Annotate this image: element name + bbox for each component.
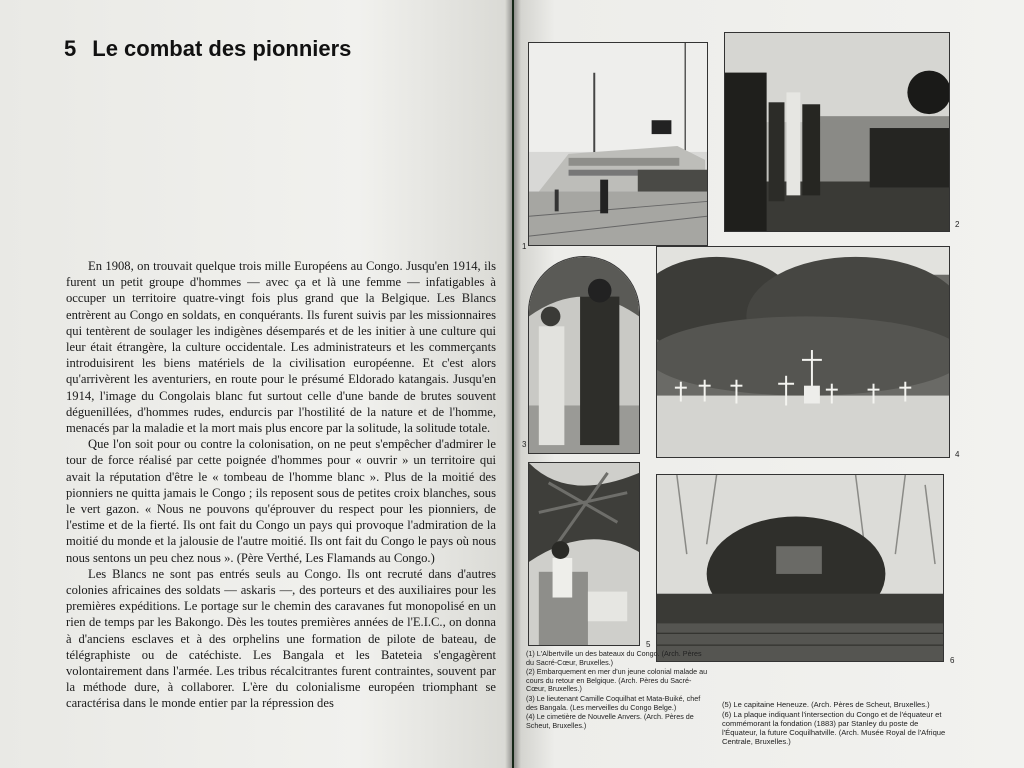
photo-deck	[724, 32, 950, 232]
photo-seated-man	[528, 462, 640, 646]
paragraph-2: Que l'on soit pour ou contre la colonisation, on ne peut s'empêcher d'admirer le tour de force réalisé par cette poignée d'hommes pour « ouvrir » un territoire qui avait la réputation d'être le « tombeau de l'homme blanc ». Plus de la moitié des pionniers ne quitta jamais le Congo ; ils reposent sous de petites croix blanches, sous le vert gazon. « Nous ne pouvons qu'éprouver du respect pour les pionniers, de l'estime et de la fierté. Ils ont fait du Congo un pays qui provoque l'admiration de la moitié du monde et la jalousie de l'autre moitié. Ils ont fait du Congo le pays où nous nous sentons un peu chez nous ». (Père Verthé, Les Flamands au Congo.)	[66, 437, 496, 565]
paragraph-3: Les Blancs ne sont pas entrés seuls au Congo. Ils ont recruté dans d'autres colonies africaines des soldats — askaris —, des porteurs et des auxiliaires pour les premières expéditions. Le portage sur le chemin des caravanes fut monopolisé en un rien de temps par les Bakongo. Dès les toutes premières années de l'E.I.C., on donna à d'anciens esclaves et à des orphelins une formation de pilote de bateau, de télégraphiste ou de catéchiste. Les Bangala et les Bateteia s'engagèrent volontairement dans l'armée. Les tribus récalcitrantes furent contraintes, souvent par la méthode dure, à collaborer. L'ère du colonialisme européen triomphant se caractérisa dans le monde entier par la répression des	[66, 566, 496, 711]
photo-number-4: 4	[955, 450, 960, 459]
paragraph-1: En 1908, on trouvait quelque trois mille Européens au Congo. Jusqu'en 1914, ils furent un petit groupe d'hommes — avec ça et là une femme — infatigables à occuper un territoire quatre-vingt fois plus grand que la Belgique. Les Blancs entrèrent au Congo en soldats, en conquérants. Ils furent suivis par les missionnaires qui tentèrent de soulager les indigènes désemparés et de les initier à une culture qui leur était étrangère, la culture occidentale. Les administrateurs et les commerçants introduisirent les biens matériels de la civilisation européenne. Et c'est alors qu'arrivèrent les aventuriers, en route pour le présumé Eldorado katangais. Jusqu'en 1914, l'image du Congolais blanc fut surtout celle d'une bande de brutes souvent déguenillées, d'hommes rudes, endurcis par l'hostilité de la nature et de l'homme, menacés par la maladie et la mort mais plus encore par la solitude, la solitude totale.	[66, 259, 496, 436]
photo-number-3: 3	[522, 440, 527, 449]
caption-4: (4) Le cimetière de Nouvelle Anvers. (Arch. Pères de Scheut, Bruxelles.)	[526, 712, 694, 730]
photo-number-6: 6	[950, 656, 955, 665]
chapter-number: 5	[64, 36, 77, 61]
photo-two-men	[528, 256, 640, 454]
body-text	[66, 258, 496, 712]
chapter-heading	[64, 36, 484, 62]
photo-monument	[656, 474, 944, 662]
chapter-title: Le combat des pionniers	[92, 36, 352, 61]
caption-1: (1) L'Albertville un des bateaux du Congo. (Arch. Pères du Sacré-Cœur, Bruxelles.)	[526, 649, 702, 667]
photo-number-1: 1	[522, 242, 527, 251]
photo-number-2: 2	[955, 220, 960, 229]
captions-right	[722, 700, 956, 747]
caption-2: (2) Embarquement en mer d'un jeune colonial malade au cours du retour en Belgique. (Arch. Pères du Sacré-Cœur, Bruxelles.)	[526, 667, 708, 694]
book-gutter	[505, 0, 521, 768]
photo-steamboat	[528, 42, 708, 246]
photo-number-5: 5	[646, 640, 651, 649]
caption-5: (5) Le capitaine Heneuze. (Arch. Pères de Scheut, Bruxelles.)	[722, 700, 930, 709]
photo-cemetery	[656, 246, 950, 458]
caption-6: (6) La plaque indiquant l'intersection du Congo et de l'équateur et commémorant la fondation (1883) par Stanley du poste de l'Équateur, la future Coquilhatville. (Arch. Musée Royal de l'Afrique Centrale, Bruxelles.)	[722, 710, 946, 746]
caption-3: (3) Le lieutenant Camille Coquilhat et Mata-Buiké, chef des Bangala. (Les merveilles du Congo Belge.)	[526, 693, 701, 712]
captions-left	[526, 650, 708, 731]
